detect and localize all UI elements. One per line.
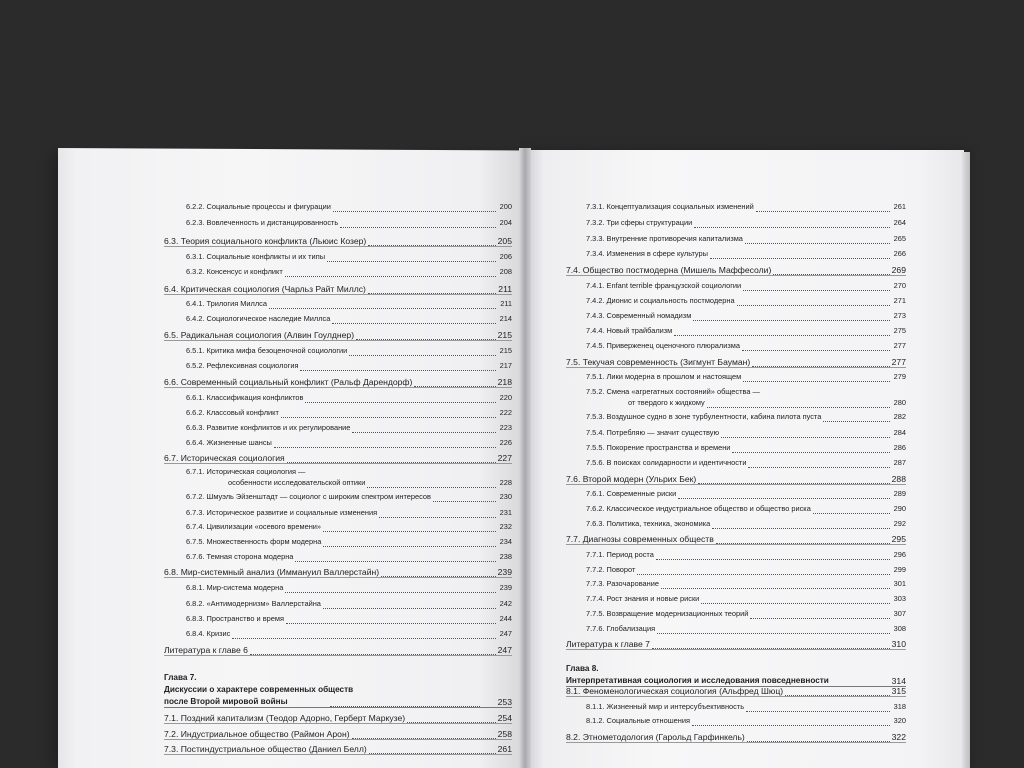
toc-page-number: 290 (893, 504, 906, 513)
toc-entry-label: 6.7.6. Темная сторона модерна (186, 552, 294, 561)
chapter-heading: Глава 8. (566, 664, 599, 673)
toc-entry-label: 7.7.6. Глобализация (586, 624, 656, 633)
toc-underline (566, 275, 906, 276)
toc-page-number: 220 (499, 393, 512, 402)
toc-underline (566, 544, 906, 545)
toc-entry-label: Литература к главе 7 (566, 639, 650, 649)
toc-page-number: 205 (497, 236, 512, 246)
toc-leader (379, 517, 496, 518)
toc-leader (756, 211, 890, 212)
toc-page-number: 214 (499, 314, 512, 323)
toc-underline (566, 696, 906, 697)
toc-entry-label: 7.7.5. Возвращение модернизационных теорий (586, 609, 749, 618)
toc-entry-label: 7.5.6. В поисках солидарности и идентичности (586, 458, 747, 467)
toc-leader (286, 623, 496, 624)
toc-page-number: 288 (891, 474, 906, 484)
toc-underline (566, 742, 906, 743)
toc-page-number: 231 (499, 508, 512, 517)
toc-entry-label: 6.2.3. Вовлеченность и дистанцированность (186, 218, 339, 227)
toc-page-number: 258 (497, 729, 512, 739)
toc-page-number: 261 (497, 744, 512, 754)
toc-page-number: 308 (893, 624, 906, 633)
toc-entry-label: 7.5.5. Покорение пространства и времени (586, 443, 731, 452)
toc-entry-label: 7.7. Диагнозы современных обществ (566, 534, 714, 544)
toc-underline (566, 367, 906, 368)
toc-entry-label: 7.6.3. Политика, техника, экономика (586, 519, 711, 528)
toc-leader (295, 561, 496, 562)
toc-entry-label: 8.1.2. Социальные отношения (586, 716, 690, 725)
toc-leader (274, 447, 496, 448)
toc-entry-label: 7.5.2. Смена «агрегатных состояний» общества — (586, 387, 760, 396)
toc-entry-label: 6.5.2. Рефлексивная социология (186, 361, 299, 370)
toc-leader (349, 355, 496, 356)
toc-entry-label: 6.7.3. Историческое развитие и социальные изменения (186, 508, 378, 517)
toc-page-number: 218 (497, 377, 512, 387)
toc-page-number: 277 (891, 357, 906, 367)
toc-leader (323, 608, 496, 609)
toc-page-number: 282 (893, 412, 906, 421)
toc-leader (637, 574, 890, 575)
toc-entry-label: 7.5.1. Лики модерна в прошлом и настоящем (586, 372, 742, 381)
toc-entry-label: 7.7.4. Рост знания и новые риски (586, 594, 700, 603)
toc-leader (678, 498, 890, 499)
page-edge (962, 152, 970, 768)
toc-underline (164, 340, 512, 341)
toc-entry-label: 6.8.2. «Антимодернизм» Валлерстайна (186, 599, 321, 608)
toc-leader (323, 531, 496, 532)
toc-leader (693, 320, 890, 321)
toc-page-number: 217 (499, 361, 512, 370)
toc-leader (281, 417, 496, 418)
toc-entry-label: 7.7.1. Период роста (586, 550, 654, 559)
toc-leader (300, 370, 496, 371)
toc-leader (352, 432, 496, 433)
toc-page-number: 230 (499, 492, 512, 501)
toc-entry-label: 6.7.5. Множественность форм модерна (186, 537, 322, 546)
toc-leader (692, 725, 890, 726)
toc-page-number: 244 (499, 614, 512, 623)
toc-entry-label: 7.4. Общество постмодерна (Мишель Маффесоли) (566, 265, 772, 275)
toc-page-number: 287 (893, 458, 906, 467)
toc-underline (566, 484, 906, 485)
toc-page-number: 301 (893, 579, 906, 588)
toc-page-number: 242 (499, 599, 512, 608)
toc-page-number: 211 (498, 284, 512, 294)
toc-leader (367, 487, 496, 488)
toc-page-number: 320 (893, 716, 906, 725)
toc-leader (743, 381, 890, 382)
toc-entry-label: 7.3.1. Концептуализация социальных изменений (586, 202, 754, 211)
toc-leader (743, 290, 890, 291)
toc-leader (332, 323, 496, 324)
toc-page-number: 265 (893, 234, 906, 243)
toc-entry-label: 7.1. Поздний капитализм (Теодор Адорно, Герберт Маркузе) (164, 713, 406, 723)
toc-underline (164, 246, 512, 247)
toc-leader (269, 308, 496, 309)
toc-underline (164, 723, 512, 724)
toc-entry-label: 7.7.2. Поворот (586, 565, 636, 574)
toc-leader (750, 618, 890, 619)
toc-page-number: 208 (499, 267, 512, 276)
toc-page-number: 295 (891, 534, 906, 544)
toc-page-number: 234 (499, 537, 512, 546)
toc-underline (164, 655, 512, 656)
toc-leader (333, 211, 496, 212)
toc-page-number: 310 (891, 639, 906, 649)
toc-underline (164, 739, 512, 740)
toc-page-number: 284 (893, 428, 906, 437)
toc-page-number: 286 (893, 443, 906, 452)
toc-page-number: 247 (499, 629, 512, 638)
toc-leader (813, 513, 890, 514)
toc-entry-label: 7.4.4. Новый трайбализм (586, 326, 673, 335)
toc-leader (712, 528, 890, 529)
toc-leader (327, 261, 496, 262)
toc-page-number: 280 (893, 398, 906, 407)
toc-entry-label: 6.6.3. Развитие конфликтов и их регулирование (186, 423, 351, 432)
toc-page-number: 266 (893, 249, 906, 258)
toc-entry-label: 6.7.4. Цивилизации «осевого времени» (186, 522, 322, 531)
toc-page-number: 211 (500, 299, 512, 308)
chapter-heading: Глава 7. (164, 673, 197, 682)
toc-page-number: 254 (497, 713, 512, 723)
toc-leader (232, 638, 496, 639)
toc-leader (285, 592, 496, 593)
toc-leader (433, 501, 496, 502)
toc-entry-label: 6.7.1. Историческая социология — (186, 467, 306, 476)
toc-page-number: 261 (893, 202, 906, 211)
toc-leader (746, 711, 890, 712)
toc-page-number: 277 (893, 341, 906, 350)
toc-page-number: 222 (499, 408, 512, 417)
toc-page-number: 238 (499, 552, 512, 561)
toc-leader (737, 305, 890, 306)
toc-underline (164, 707, 512, 708)
toc-entry-label: 6.5. Радикальная социология (Алвин Гоулднер) (164, 330, 355, 340)
toc-leader (748, 467, 890, 468)
toc-entry-label: 6.6.4. Жизненные шансы (186, 438, 272, 447)
toc-page-number: 206 (499, 252, 512, 261)
toc-page-number: 247 (497, 645, 512, 655)
toc-leader (323, 546, 496, 547)
toc-leader (742, 350, 890, 351)
toc-entry-label-continued: особенности исследовательской оптики (228, 478, 366, 487)
toc-leader (305, 402, 496, 403)
toc-entry-label: 7.3.2. Три сферы структурации (586, 218, 693, 227)
toc-page-number: 215 (499, 346, 512, 355)
toc-page-number: 292 (893, 519, 906, 528)
toc-entry-label: 7.6.2. Классическое индустриальное общество и общество риска (586, 504, 811, 513)
toc-underline (164, 754, 512, 755)
toc-underline (164, 463, 512, 464)
toc-leader (721, 437, 890, 438)
toc-leader (707, 407, 890, 408)
toc-underline (164, 577, 512, 578)
toc-page-number: 264 (893, 218, 906, 227)
toc-page-number: 200 (499, 202, 512, 211)
toc-page-number: 269 (891, 265, 906, 275)
toc-page-number: 279 (893, 372, 906, 381)
toc-entry-label: 7.5.3. Воздушное судно в зоне турбулентности, кабина пилота пуста (586, 412, 822, 421)
toc-entry-label: 7.4.5. Приверженец оценочного плюрализма (586, 341, 740, 350)
toc-page-number: 204 (499, 218, 512, 227)
toc-page-number: 239 (497, 567, 512, 577)
toc-page-number: 303 (893, 594, 906, 603)
toc-page-number: 289 (893, 489, 906, 498)
toc-leader (694, 227, 890, 228)
toc-page-number: 232 (499, 522, 512, 531)
toc-leader (701, 603, 890, 604)
toc-entry-label: 6.2.2. Социальные процессы и фигурации (186, 202, 331, 211)
book-gutter (519, 148, 531, 768)
toc-underline (164, 294, 512, 295)
toc-entry-label: 7.3. Постиндустриальное общество (Даниел Белл) (164, 744, 367, 754)
toc-entry-label: 7.4.1. Enfant terrible французской социологии (586, 281, 742, 290)
toc-entry-label: 7.3.3. Внутренние противоречия капитализма (586, 234, 743, 243)
toc-page-number: 273 (893, 311, 906, 320)
toc-page-number: 239 (499, 583, 512, 592)
toc-entry-label: 7.3.4. Изменения в сфере культуры (586, 249, 708, 258)
toc-page-number: 271 (893, 296, 906, 305)
chapter-title-line2: после Второй мировой войны (164, 697, 288, 706)
toc-leader (823, 421, 890, 422)
toc-page-number: 223 (499, 423, 512, 432)
toc-page-number: 296 (893, 550, 906, 559)
toc-page-number: 228 (499, 478, 512, 487)
toc-leader (657, 633, 890, 634)
chapter-title-line1: Дискуссии о характере современных обществ (164, 685, 354, 694)
toc-entry-label: 6.4.1. Трилогия Миллса (186, 299, 267, 308)
toc-entry-label: 7.5. Текучая современность (Зигмунт Бауман) (566, 357, 751, 367)
toc-entry-label: 6.7. Историческая социология (164, 453, 285, 463)
toc-underline (164, 387, 512, 388)
toc-leader (710, 258, 890, 259)
toc-page-number: 307 (893, 609, 906, 618)
toc-leader (661, 588, 890, 589)
toc-entry-label: 6.8.3. Пространство и время (186, 614, 284, 623)
toc-entry-label: 7.4.2. Дионис и социальность постмодерна (586, 296, 735, 305)
toc-entry-label: 6.3.2. Консенсус и конфликт (186, 267, 283, 276)
toc-entry-label: 7.6.1. Современные риски (586, 489, 677, 498)
toc-entry-label: 6.4.2. Социологическое наследие Миллса (186, 314, 331, 323)
toc-underline (566, 649, 906, 650)
toc-entry-label: 6.8.1. Мир-система модерна (186, 583, 284, 592)
toc-leader (340, 227, 496, 228)
toc-entry-label: 8.1. Феноменологическая социология (Альфред Шюц) (566, 686, 784, 696)
toc-leader (745, 243, 890, 244)
toc-entry-label: 6.4. Критическая социология (Чарльз Райт Миллс) (164, 284, 366, 294)
toc-page-number: 322 (891, 732, 906, 742)
chapter-page-number: 253 (497, 697, 512, 707)
toc-page-number: 315 (891, 686, 906, 696)
toc-entry-label: 6.6.2. Классовый конфликт (186, 408, 279, 417)
chapter-title-line1: Интерпретативная социология и исследования повседневности (566, 676, 829, 685)
toc-leader (732, 452, 890, 453)
toc-page-number: 318 (893, 702, 906, 711)
toc-leader (285, 276, 496, 277)
toc-entry-label: 7.4.3. Современный номадизм (586, 311, 692, 320)
toc-entry-label: 6.7.2. Шмуэль Эйзенштадт — социолог с широким спектром интересов (186, 492, 431, 501)
toc-entry-label: 7.7.3. Разочарование (586, 579, 659, 588)
toc-page-number: 299 (893, 565, 906, 574)
toc-page-number: 227 (497, 453, 512, 463)
toc-entry-label: 6.8.4. Кризис (186, 629, 231, 638)
chapter-page-number: 314 (891, 676, 906, 686)
toc-page-number: 270 (893, 281, 906, 290)
toc-entry-label: 6.6.1. Классификация конфликтов (186, 393, 304, 402)
toc-entry-label: 6.8. Мир-системный анализ (Иммануил Валлерстайн) (164, 567, 380, 577)
toc-leader (656, 559, 890, 560)
toc-entry-label-continued: от твердого к жидкому (628, 398, 705, 407)
toc-entry-label: 7.5.4. Потребляю — значит существую (586, 428, 719, 437)
toc-page-number: 226 (499, 438, 512, 447)
toc-page-number: 215 (497, 330, 512, 340)
toc-page-number: 275 (893, 326, 906, 335)
toc-entry-label: 8.1.1. Жизненный мир и интерсубъективность (586, 702, 745, 711)
toc-entry-label: 6.5.1. Критика мифа безоценочной социологии (186, 346, 348, 355)
toc-entry-label: 6.3. Теория социального конфликта (Льюис Козер) (164, 236, 367, 246)
toc-entry-label: 6.6. Современный социальный конфликт (Ральф Дарендорф) (164, 377, 413, 387)
toc-entry-label: 8.2. Этнометодология (Гарольд Гарфинкель) (566, 732, 745, 742)
toc-entry-label: 6.3.1. Социальные конфликты и их типы (186, 252, 326, 261)
toc-leader (674, 335, 890, 336)
toc-entry-label: 7.6. Второй модерн (Ульрих Бек) (566, 474, 697, 484)
toc-entry-label: Литература к главе 6 (164, 645, 248, 655)
toc-entry-label: 7.2. Индустриальное общество (Раймон Арон) (164, 729, 350, 739)
